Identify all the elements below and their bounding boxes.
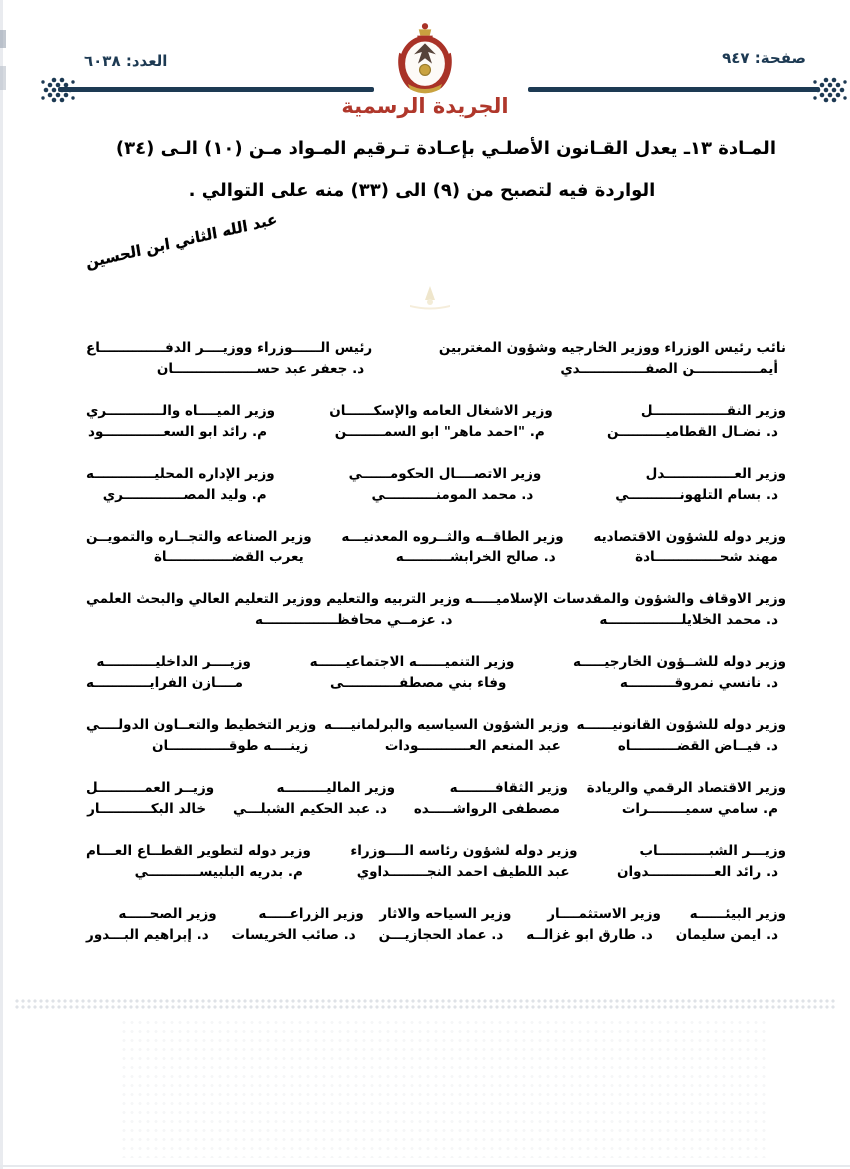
minister-name: مهند شحــــــــــــــادة [635,549,778,566]
minister-name: د. عبد الحكيم الشبلـــي [232,800,387,817]
royal-signature: عبد الله الثاني ابن الحسين [84,209,279,272]
minister-signature-block [86,401,275,443]
gazette-title: الجريدة الرسمية [341,94,509,118]
scan-bottom-line [0,1165,850,1167]
ministers-row [86,464,786,506]
minister-title: وزيـــر الشبـــــــــــاب [639,842,786,859]
minister-signature-block [587,778,786,820]
minister-name: د. رائد العــــــــــــــدوان [617,863,778,880]
minister-title: وزير الاشغال العامه والإسكــــــان [329,402,553,419]
jordan-coat-of-arms-icon [384,20,466,98]
minister-title: وزير دوله للشؤون الاقتصاديه [593,528,786,545]
minister-title: وزير دوله لشؤون رئاسه الــــوزراء [350,842,578,859]
minister-name: زينــــه طوقـــــــــــــان [152,737,309,754]
minister-signature-block [310,652,515,694]
minister-name: مصطفى الرواشـــــده [413,800,560,817]
minister-name: د. فيــاض القضــــــــــاه [617,737,778,754]
minister-signature-block [577,715,786,757]
minister-title: وزير الإداره المحليـــــــــــــه [86,465,275,482]
ministers-row [86,527,786,569]
minister-title: وزير الاستثمــــار [547,905,661,922]
minister-signature-block [615,464,786,506]
scan-mark [0,30,6,48]
minister-signature-block [439,338,786,380]
minister-signature-block [414,778,568,820]
minister-signature-block [526,904,661,946]
minister-name: م. "احمد ماهر" ابو السمــــــــن [334,423,545,440]
minister-title: وزير التخطيط والتعــاون الدولــــي [86,717,317,734]
ministers-row [86,401,786,443]
minister-title: وزير النقــــــــــــــــل [640,402,786,419]
minister-title: وزير العـــــــــــــــدل [645,465,786,482]
minister-name: د. جعفر عبد حســــــــــــــــــان [156,360,365,377]
minister-name: د. صالح الخرابشــــــــــه [395,549,556,566]
chain-border [14,998,836,1011]
minister-name: د. ايمن سليمان [675,926,778,943]
minister-title: وزير التربيه والتعليم ووزير التعليم العالي والبحث العلمي [86,591,461,608]
minister-signature-block [617,841,786,883]
minister-title: وزير الثقافــــــــه [449,779,568,796]
minister-signature-block [607,401,786,443]
minister-signature-block [232,904,364,946]
minister-name: يعرب القضــــــــــــــاة [153,549,304,566]
minister-name: د. إبراهيم البـــدور [86,926,209,943]
ministers-row [86,338,786,380]
minister-signature-block [86,841,311,883]
minister-name: مــــازن الفرايــــــــــــه [86,675,243,692]
minister-signature-block [324,715,569,757]
minister-signature-block [86,589,460,631]
minister-signature-block [379,904,512,946]
minister-title: وزير دوله للشؤون القانونيــــــه [576,717,786,734]
minister-name: د. بسام التلهونـــــــــــي [615,486,778,503]
minister-title: وزيــــر الداخليـــــــــــه [96,654,251,671]
ministers-row [86,652,786,694]
minister-title: وزير الزراعـــــه [258,905,364,922]
minister-signature-block [350,841,577,883]
minister-title: وزير الماليـــــــــه [276,779,395,796]
minister-signature-block [233,778,395,820]
article-line-2: الواردة فيه لتصبح من (٩) الى (٣٣) منه على التوالي . [188,180,656,202]
minister-name: م. سامي سميــــــــرات [621,800,778,817]
minister-title: وزير الصحـــــه [118,905,217,922]
issue-number-label: العدد: ٦٠٣٨ [84,52,168,70]
minister-name: م. رائد ابو السعـــــــــــــود [88,423,268,440]
minister-name: د. صائب الخريسات [231,926,356,943]
minister-signature-block [86,904,217,946]
ministers-row [86,841,786,883]
minister-title: وزير التنميــــــه الاجتماعيــــــه [309,654,515,671]
minister-name: م. وليد المصـــــــــــــري [102,486,267,503]
minister-name: د. طارق ابو غزالــه [526,926,653,943]
minister-title: وزيــر العمــــــــــل [86,779,215,796]
minister-signature-block [465,589,786,631]
header-rule-right [528,87,820,92]
minister-title: وزير الطاقــه والثــروه المعدنيـــه [341,528,564,545]
minister-title: وزير الاتصــــال الحكومــــــي [348,465,542,482]
page-bleed-ghost [120,1018,770,1158]
minister-signature-block [349,464,542,506]
minister-signature-block [86,464,275,506]
minister-name: م. بدريه البلبيســـــــــــي [134,863,303,880]
minister-name: خالد البكـــــــــــار [87,800,207,817]
scan-mark [0,66,6,90]
minister-signature-block [86,527,312,569]
ministers-row [86,715,786,757]
minister-signature-block [573,652,786,694]
ministers-row [86,778,786,820]
minister-name: عبد المنعم العـــــــــــودات [384,737,561,754]
minister-title: وزير دوله للشــؤون الخارجيـــــه [573,654,786,671]
minister-title: وزير السياحه والاثار [379,905,512,922]
minister-title: وزير البيئــــــه [689,905,786,922]
minister-title: وزير الاقتصاد الرقمي والريادة [586,779,786,796]
minister-name: أيمــــــــــــــن الصفــــــــــــــدي [560,360,778,377]
ministers-row [86,904,786,946]
ministers-row [86,589,786,631]
header-rule-left [58,87,374,92]
minister-name: د. عماد الحجازيـــن [378,926,504,943]
minister-title: نائب رئيس الوزراء ووزير الخارجيه وشؤون المغتربين [438,340,786,356]
minister-name: وفاء بني مصطفــــــــــــى [329,675,507,692]
minister-signature-block [676,904,786,946]
minister-name: د. محمد المومنـــــــــــي [371,486,534,503]
scan-edge-strip [0,0,3,1169]
minister-signature-block [86,778,214,820]
minister-name: د. عزمــي محافظــــــــــــــــه [254,612,453,629]
article-paragraph [68,128,776,213]
minister-name: د. نانسي نمروقــــــــــه [619,675,778,692]
minister-title: وزير الميــــاه والــــــــــــري [86,402,276,419]
minister-signature-block [593,527,786,569]
minister-name: عبد اللطيف احمد النجــــــــداوي [356,863,570,880]
minister-title: رئيس الــــــوزراء ووزيــــر الدفــــــــــــــاع [86,340,373,356]
minister-signature-block [86,652,251,694]
minister-name: د. محمد الخلايلــــــــــــــــه [599,612,778,629]
minister-title: وزير دوله لتطوير القطــاع العـــام [86,842,311,859]
minister-title: وزير الشؤون السياسيه والبرلمانيــــه [323,717,569,734]
minister-title: وزير الصناعه والتجــاره والتمويــن [86,528,312,545]
page-number-label: صفحة: ٩٤٧ [722,49,806,67]
minister-signature-block [341,527,563,569]
minister-signature-block [86,715,316,757]
article-line-1: المـادة ١٣ـ يعدل القـانون الأصلـي بإعـادة تـرقيم المـواد مـن (١٠) الـى (٣٤) [115,138,776,159]
minister-title: وزير الاوقاف والشؤون والمقدسات الإسلاميـــــه [464,591,786,608]
ministers-signature-grid [86,338,786,966]
pale-gold-ornament-icon [408,284,452,310]
minister-signature-block [329,401,553,443]
minister-signature-block [86,338,372,380]
minister-name: د. نضـال القطاميــــــــــن [606,423,778,440]
